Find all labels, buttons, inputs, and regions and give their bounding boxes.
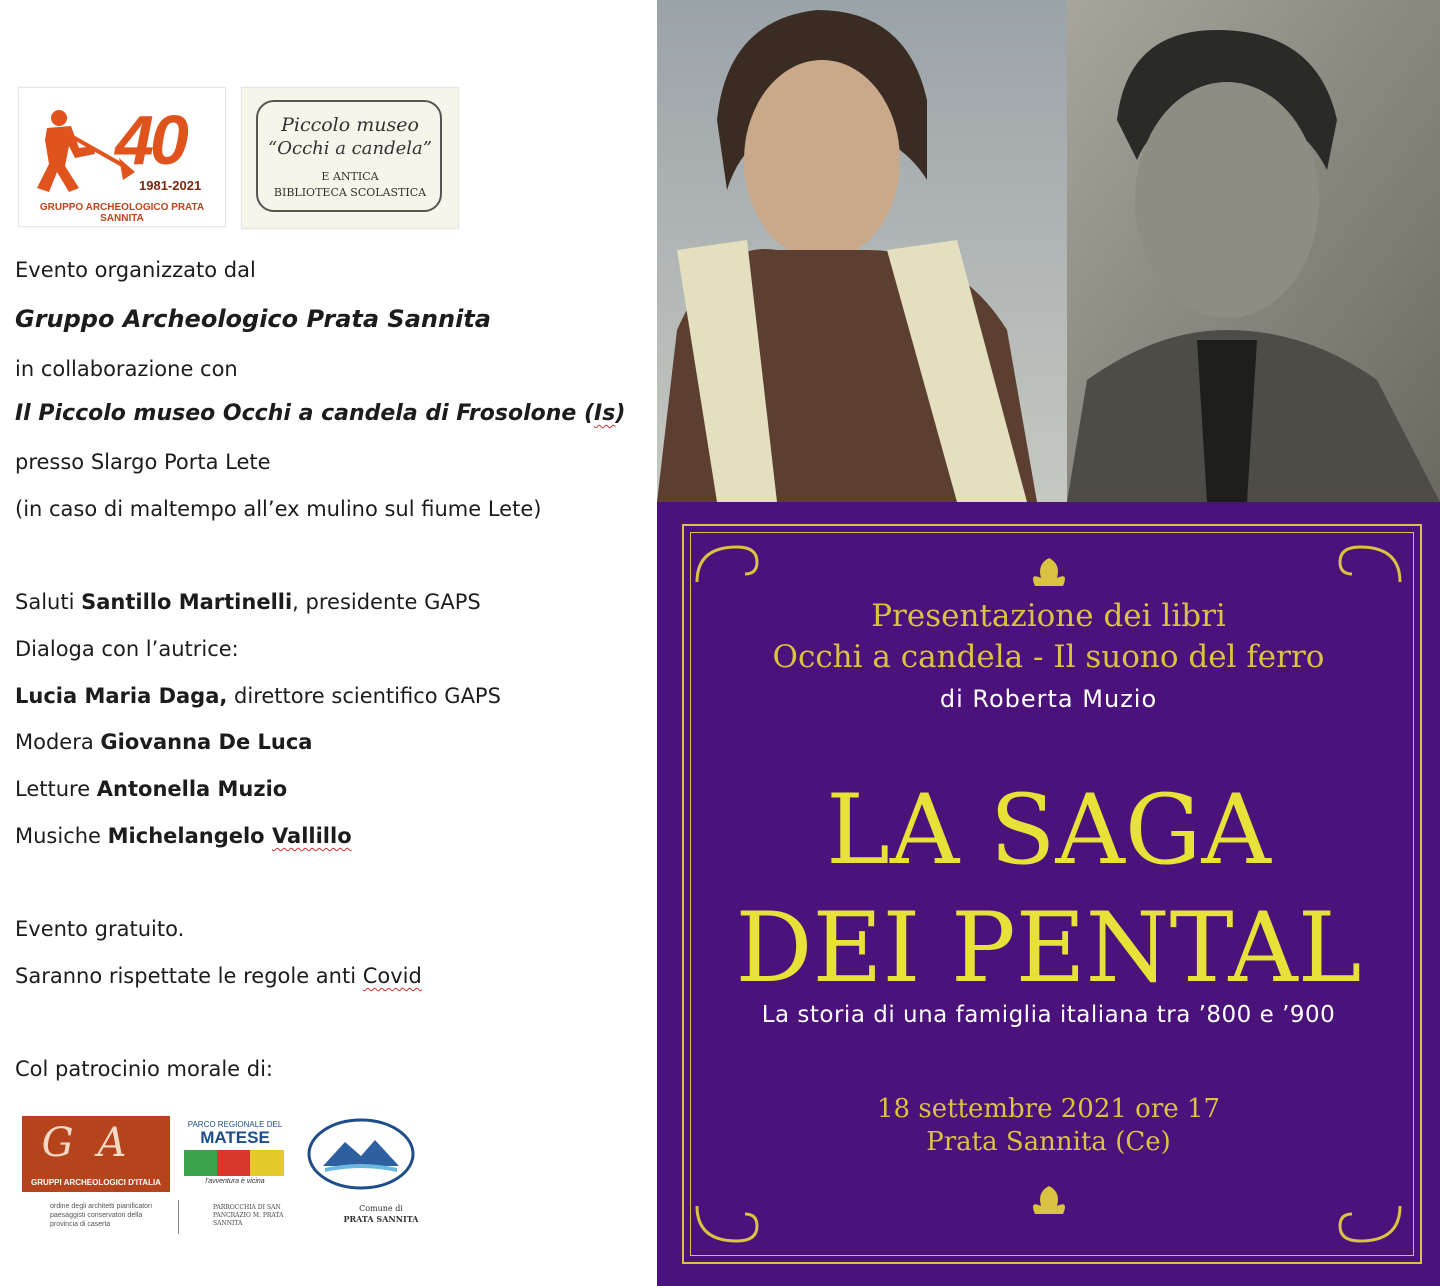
organizer-name: Gruppo Archeologico Prata Sannita — [15, 305, 491, 333]
museo-line4: BIBLIOTECA SCOLASTICA — [273, 186, 427, 199]
mountain-emblem-icon — [305, 1116, 417, 1192]
matese-tag: l'avventura è vicina — [205, 1178, 265, 1185]
portrait-photos — [657, 0, 1440, 502]
parrocchia-logo — [178, 1200, 299, 1234]
venue-text: presso Slargo Porta Lete — [15, 450, 271, 474]
modera-line — [15, 729, 312, 755]
gaps-anniversary-number: 40 — [115, 101, 185, 179]
ga-caption: GRUPPI ARCHEOLOGICI D'ITALIA — [31, 1178, 161, 1187]
collab-text: in collaborazione con — [15, 357, 238, 381]
ga-letters: GA — [41, 1120, 151, 1166]
matese-park-logo — [180, 1118, 290, 1190]
comune-logo — [310, 1200, 422, 1234]
musiche-first: Michelangelo — [107, 824, 272, 848]
presentazione-text: Presentazione dei libri — [871, 598, 1226, 634]
patronage-text: Col patrocinio morale di: — [15, 1057, 273, 1081]
comunita-montana-logo — [305, 1116, 417, 1192]
museo-line2: “Occhi a candela” — [268, 138, 432, 159]
books-text: Occhi a candela - Il suono del ferro — [772, 639, 1325, 675]
date-text: 18 settembre 2021 ore 17 — [877, 1094, 1220, 1124]
place-text: Prata Sannita (Ce) — [926, 1127, 1171, 1157]
gaps-caption: GRUPPO ARCHEOLOGICO PRATA SANNITA — [39, 202, 205, 224]
letture-label: Letture — [15, 777, 97, 801]
author-text: di Roberta Muzio — [939, 685, 1158, 713]
greetings-line — [15, 589, 481, 615]
lucia-role: direttore scientifico GAPS — [227, 684, 501, 708]
poster — [657, 0, 1440, 1286]
greet-role: , presidente GAPS — [292, 590, 481, 614]
museo-line3: E ANTICA — [321, 170, 379, 183]
gaps-years: 1981-2021 — [139, 178, 202, 193]
matese-name: MATESE — [200, 1128, 270, 1147]
covid-word: Covid — [362, 964, 422, 988]
partner-name — [15, 401, 625, 427]
musiche-last: Vallillo — [271, 824, 352, 848]
letture-name: Antonella Muzio — [96, 777, 288, 801]
partner-main: Il Piccolo museo Occhi a candela di Frosolone ( — [15, 401, 595, 426]
ordine-text: ordine degli architetti pianificatori paesaggisti conservatori della provincia di caserta — [50, 1203, 152, 1228]
partner-close: ) — [615, 401, 626, 426]
free-event-text: Evento gratuito. — [15, 917, 185, 941]
partner-is: Is — [594, 401, 616, 426]
musiche-label: Musiche — [15, 824, 108, 848]
poster-panel — [657, 502, 1440, 1286]
greet-label: Saluti — [15, 590, 82, 614]
comune-top: Comune di — [359, 1204, 403, 1213]
modera-label: Modera — [15, 730, 101, 754]
modera-name: Giovanna De Luca — [100, 730, 313, 754]
lucia-name: Lucia Maria Daga, — [15, 684, 228, 708]
organized-by-text: Evento organizzato dal — [15, 258, 256, 282]
parrocchia-text: PARROCCHIA DI SAN PANCRAZIO M. PRATA SANNITA — [213, 1204, 284, 1227]
matese-top: PARCO REGIONALE DEL — [187, 1120, 283, 1129]
weather-text: (in caso di maltempo all’ex mulino sul fiume Lete) — [15, 497, 542, 521]
museo-logo — [241, 87, 459, 229]
dialog-text: Dialoga con l’autrice: — [15, 637, 239, 661]
comune-name: PRATA SANNITA — [343, 1214, 419, 1224]
musiche-line — [15, 823, 352, 849]
gruppi-archeologici-logo — [22, 1116, 170, 1192]
title-line2: DEI PENTAL — [735, 892, 1362, 1004]
subtitle-text: La storia di una famiglia italiana tra ’800 e ’900 — [761, 1002, 1336, 1028]
letture-line — [15, 776, 287, 802]
title-line1: LA SAGA — [826, 774, 1271, 886]
covid-line — [15, 963, 422, 989]
ordine-architetti-logo — [22, 1200, 172, 1234]
museo-line1: Piccolo museo — [281, 114, 419, 136]
covid-pre: Saranno rispettate le regole anti — [15, 964, 363, 988]
portrait-image — [657, 0, 1440, 502]
gaps-logo — [18, 87, 226, 227]
greet-name: Santillo Martinelli — [81, 590, 293, 614]
event-info-panel — [0, 0, 655, 1286]
matese-icons — [184, 1150, 284, 1176]
lucia-line — [15, 683, 501, 709]
